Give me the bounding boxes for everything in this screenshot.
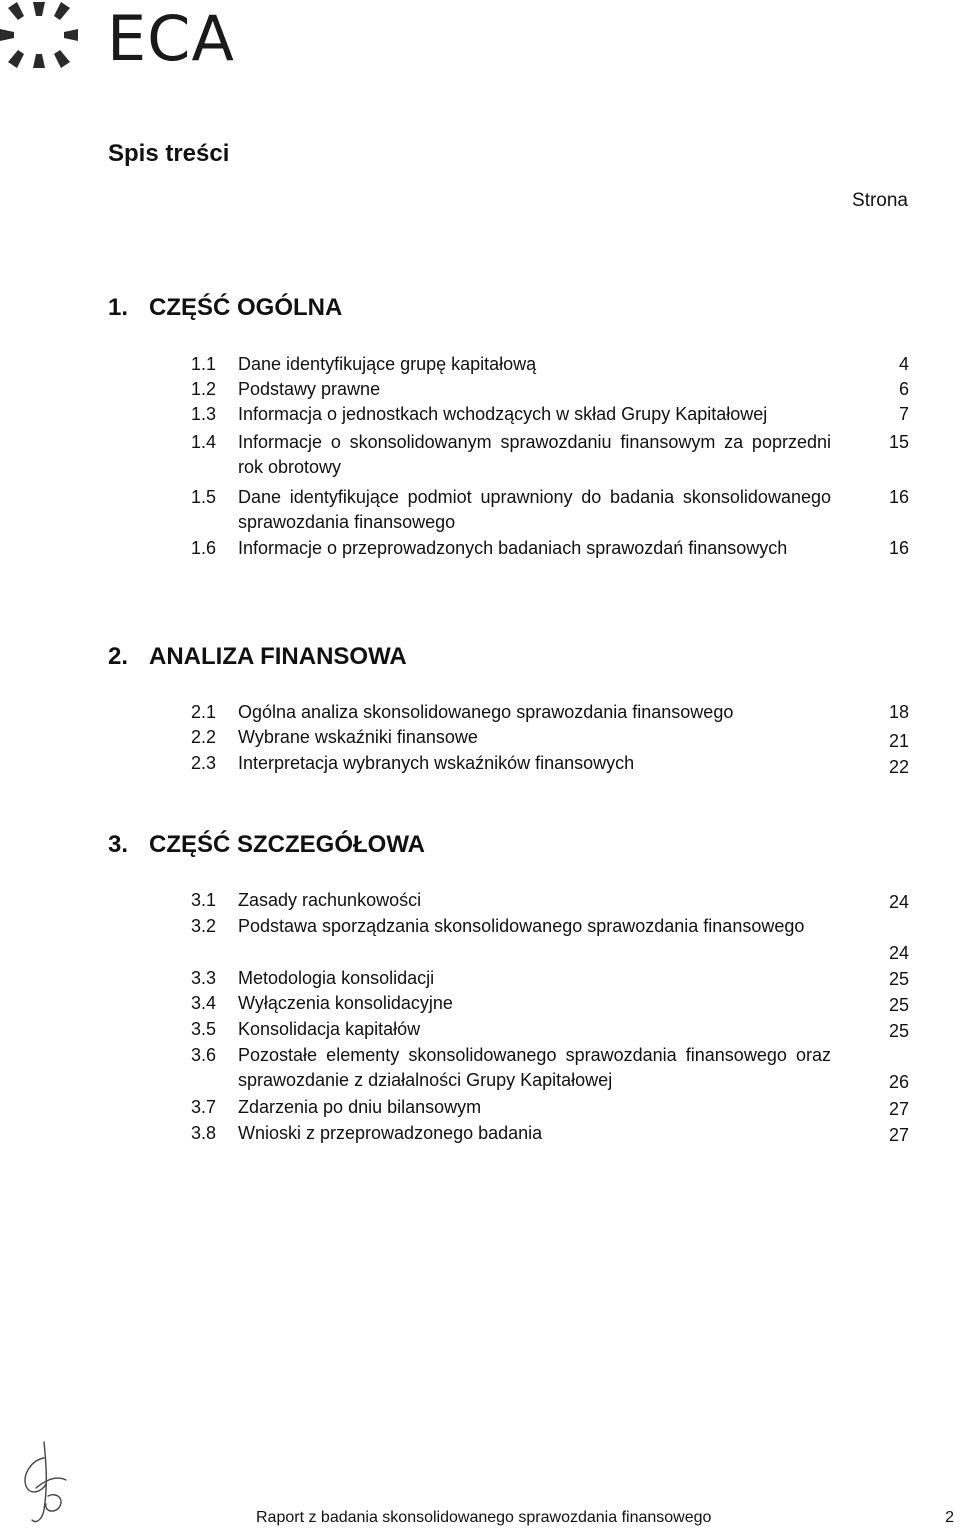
entry-page: 7 <box>898 404 909 424</box>
section-number: 3. <box>108 831 129 858</box>
entry-number: 1.1 <box>191 354 217 374</box>
entry-page: 24 <box>888 943 909 963</box>
logo-wordmark: ECA <box>107 2 235 75</box>
entry-text: Podstawy prawne <box>238 379 381 399</box>
entry-text: Wybrane wskaźniki finansowe <box>238 727 478 747</box>
entry-text: Zasady rachunkowości <box>238 890 422 910</box>
section-heading-1 <box>108 294 342 322</box>
section-number: 2. <box>108 643 129 670</box>
entry-text: Pozostałe elementy skonsolidowanego sprawozdania finansowego oraz sprawozdanie z działalności Grupy Kapitałowej <box>238 1045 831 1090</box>
entry-number: 2.3 <box>191 753 217 773</box>
entry-number: 3.4 <box>191 993 217 1013</box>
section-number: 1. <box>108 294 129 321</box>
entry-text: Wnioski z przeprowadzonego badania <box>238 1123 543 1143</box>
section-title: ANALIZA FINANSOWA <box>149 643 407 670</box>
entry-number: 3.8 <box>191 1123 217 1143</box>
entry-number: 3.6 <box>191 1045 217 1065</box>
section-heading-2 <box>108 643 407 671</box>
entry-page: 15 <box>888 432 909 452</box>
entry-page: 21 <box>888 731 909 751</box>
entry-number: 3.1 <box>191 890 217 910</box>
entry-page: 27 <box>888 1125 909 1145</box>
section-title: CZĘŚĆ OGÓLNA <box>149 294 343 321</box>
entry-text: Dane identyfikujące podmiot uprawniony do badania skonsolidowanego sprawozdania finansowego <box>238 487 831 532</box>
entry-page: 22 <box>888 757 909 777</box>
page-column-label: Strona <box>852 190 908 211</box>
entry-page: 25 <box>888 1021 909 1041</box>
entry-page: 6 <box>898 379 909 399</box>
star-burst-logo-icon <box>0 0 80 70</box>
entry-page: 16 <box>888 538 909 558</box>
entry-text: Ogólna analiza skonsolidowanego sprawozdania finansowego <box>238 702 734 722</box>
entry-number: 2.1 <box>191 702 217 722</box>
entry-text: Wyłączenia konsolidacyjne <box>238 993 453 1013</box>
entry-page: 25 <box>888 969 909 989</box>
entry-number: 1.6 <box>191 538 217 558</box>
entry-number: 1.2 <box>191 379 217 399</box>
section-title: CZĘŚĆ SZCZEGÓŁOWA <box>149 831 425 858</box>
entry-number: 1.4 <box>191 432 217 452</box>
entry-text: Metodologia konsolidacji <box>238 968 435 988</box>
entry-page: 24 <box>888 892 909 912</box>
footer-page-number: 2 <box>945 1509 954 1526</box>
entry-text: Podstawa sporządzania skonsolidowanego sprawozdania finansowego <box>238 916 805 936</box>
entry-number: 1.3 <box>191 404 217 424</box>
entry-text: Informacje o skonsolidowanym sprawozdaniu finansowym za poprzedni rok obrotowy <box>238 432 831 477</box>
entry-text: Dane identyfikujące grupę kapitałową <box>238 354 537 374</box>
handwritten-signature <box>14 1440 84 1526</box>
entry-number: 3.5 <box>191 1019 217 1039</box>
entry-page: 4 <box>898 354 909 374</box>
entry-text: Informacje o przeprowadzonych badaniach sprawozdań finansowych <box>238 538 788 558</box>
entry-number: 1.5 <box>191 487 217 507</box>
entry-text: Konsolidacja kapitałów <box>238 1019 421 1039</box>
entry-number: 3.2 <box>191 916 217 936</box>
toc-title: Spis treści <box>108 140 230 167</box>
entry-number: 3.3 <box>191 968 217 988</box>
entry-text: Interpretacja wybranych wskaźników finansowych <box>238 753 635 773</box>
entry-page: 26 <box>888 1072 909 1092</box>
entry-number: 2.2 <box>191 727 217 747</box>
entry-page: 18 <box>888 702 909 722</box>
footer-report-title: Raport z badania skonsolidowanego sprawozdania finansowego <box>256 1509 712 1526</box>
entry-page: 16 <box>888 487 909 507</box>
entry-number: 3.7 <box>191 1097 217 1117</box>
entry-page: 25 <box>888 995 909 1015</box>
entry-text: Zdarzenia po dniu bilansowym <box>238 1097 482 1117</box>
entry-text: Informacja o jednostkach wchodzących w skład Grupy Kapitałowej <box>238 404 768 424</box>
section-heading-3 <box>108 831 425 859</box>
entry-page: 27 <box>888 1099 909 1119</box>
